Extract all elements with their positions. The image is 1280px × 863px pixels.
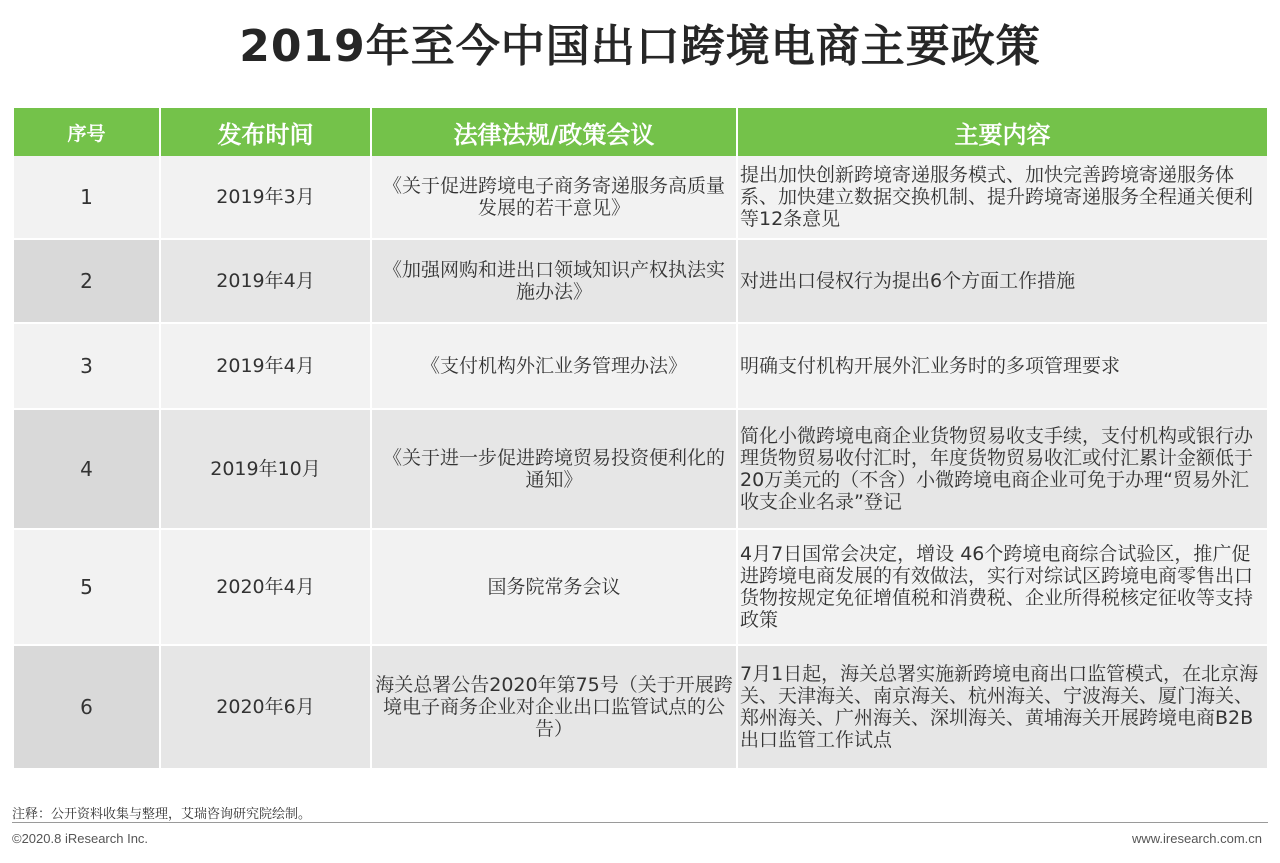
row-date: 2019年3月 — [161, 156, 372, 240]
row-no: 3 — [14, 324, 161, 410]
row-law: 国务院常务会议 — [372, 530, 738, 646]
row-content: 明确支付机构开展外汇业务时的多项管理要求 — [738, 324, 1267, 410]
row-content: 提出加快创新跨境寄递服务模式、加快完善跨境寄递服务体系、加快建立数据交换机制、提升跨境寄递服务全程通关便利等12条意见 — [738, 156, 1267, 240]
table-row — [14, 324, 1267, 410]
page-title: 2019年至今中国出口跨境电商主要政策 — [239, 21, 1041, 72]
row-date: 2019年4月 — [161, 240, 372, 324]
row-law: 《关于促进跨境电子商务寄递服务高质量发展的若干意见》 — [372, 156, 738, 240]
table-row — [14, 530, 1267, 646]
header-law: 法律法规/政策会议 — [372, 108, 738, 156]
row-date: 2019年4月 — [161, 324, 372, 410]
table-header-row — [14, 108, 1267, 156]
table-row — [14, 156, 1267, 240]
row-no: 2 — [14, 240, 161, 324]
row-date: 2019年10月 — [161, 410, 372, 530]
table-row — [14, 410, 1267, 530]
row-no: 5 — [14, 530, 161, 646]
row-no: 6 — [14, 646, 161, 770]
row-date: 2020年6月 — [161, 646, 372, 770]
row-no: 1 — [14, 156, 161, 240]
table-row — [14, 240, 1267, 324]
row-content: 4月7日国常会决定，增设 46个跨境电商综合试验区，推广促进跨境电商发展的有效做法，实行对综试区跨境电商零售出口货物按规定免征增值税和消费税、企业所得税核定征收等支持政策 — [738, 530, 1267, 646]
footer-divider — [12, 822, 1268, 823]
table-row — [14, 646, 1267, 770]
row-content: 简化小微跨境电商企业货物贸易收支手续，支付机构或银行办理货物贸易收付汇时，年度货物贸易收汇或付汇累计金额低于20万美元的（不含）小微跨境电商企业可免于办理“贸易外汇收支企业名录”登记 — [738, 410, 1267, 530]
footer-copyright: ©2020.8 iResearch Inc. — [12, 831, 149, 846]
row-no: 4 — [14, 410, 161, 530]
row-law: 海关总署公告2020年第75号（关于开展跨境电子商务企业对企业出口监管试点的公告） — [372, 646, 738, 770]
row-law: 《关于进一步促进跨境贸易投资便利化的通知》 — [372, 410, 738, 530]
header-date: 发布时间 — [161, 108, 372, 156]
row-law: 《支付机构外汇业务管理办法》 — [372, 324, 738, 410]
header-no: 序号 — [14, 108, 161, 156]
row-content: 对进出口侵权行为提出6个方面工作措施 — [738, 240, 1267, 324]
row-law: 《加强网购和进出口领域知识产权执法实施办法》 — [372, 240, 738, 324]
footer-website-link[interactable]: www.iresearch.com.cn — [1131, 831, 1262, 846]
policy-table — [14, 108, 1267, 770]
header-content: 主要内容 — [738, 108, 1267, 156]
row-content: 7月1日起，海关总署实施新跨境电商出口监管模式，在北京海关、天津海关、南京海关、杭州海关、宁波海关、厦门海关、郑州海关、广州海关、深圳海关、黄埔海关开展跨境电商B2B出口监管工作试点 — [738, 646, 1267, 770]
footer-note: 注释：公开资料收集与整理，艾瑞咨询研究院绘制。 — [12, 807, 312, 822]
row-date: 2020年4月 — [161, 530, 372, 646]
